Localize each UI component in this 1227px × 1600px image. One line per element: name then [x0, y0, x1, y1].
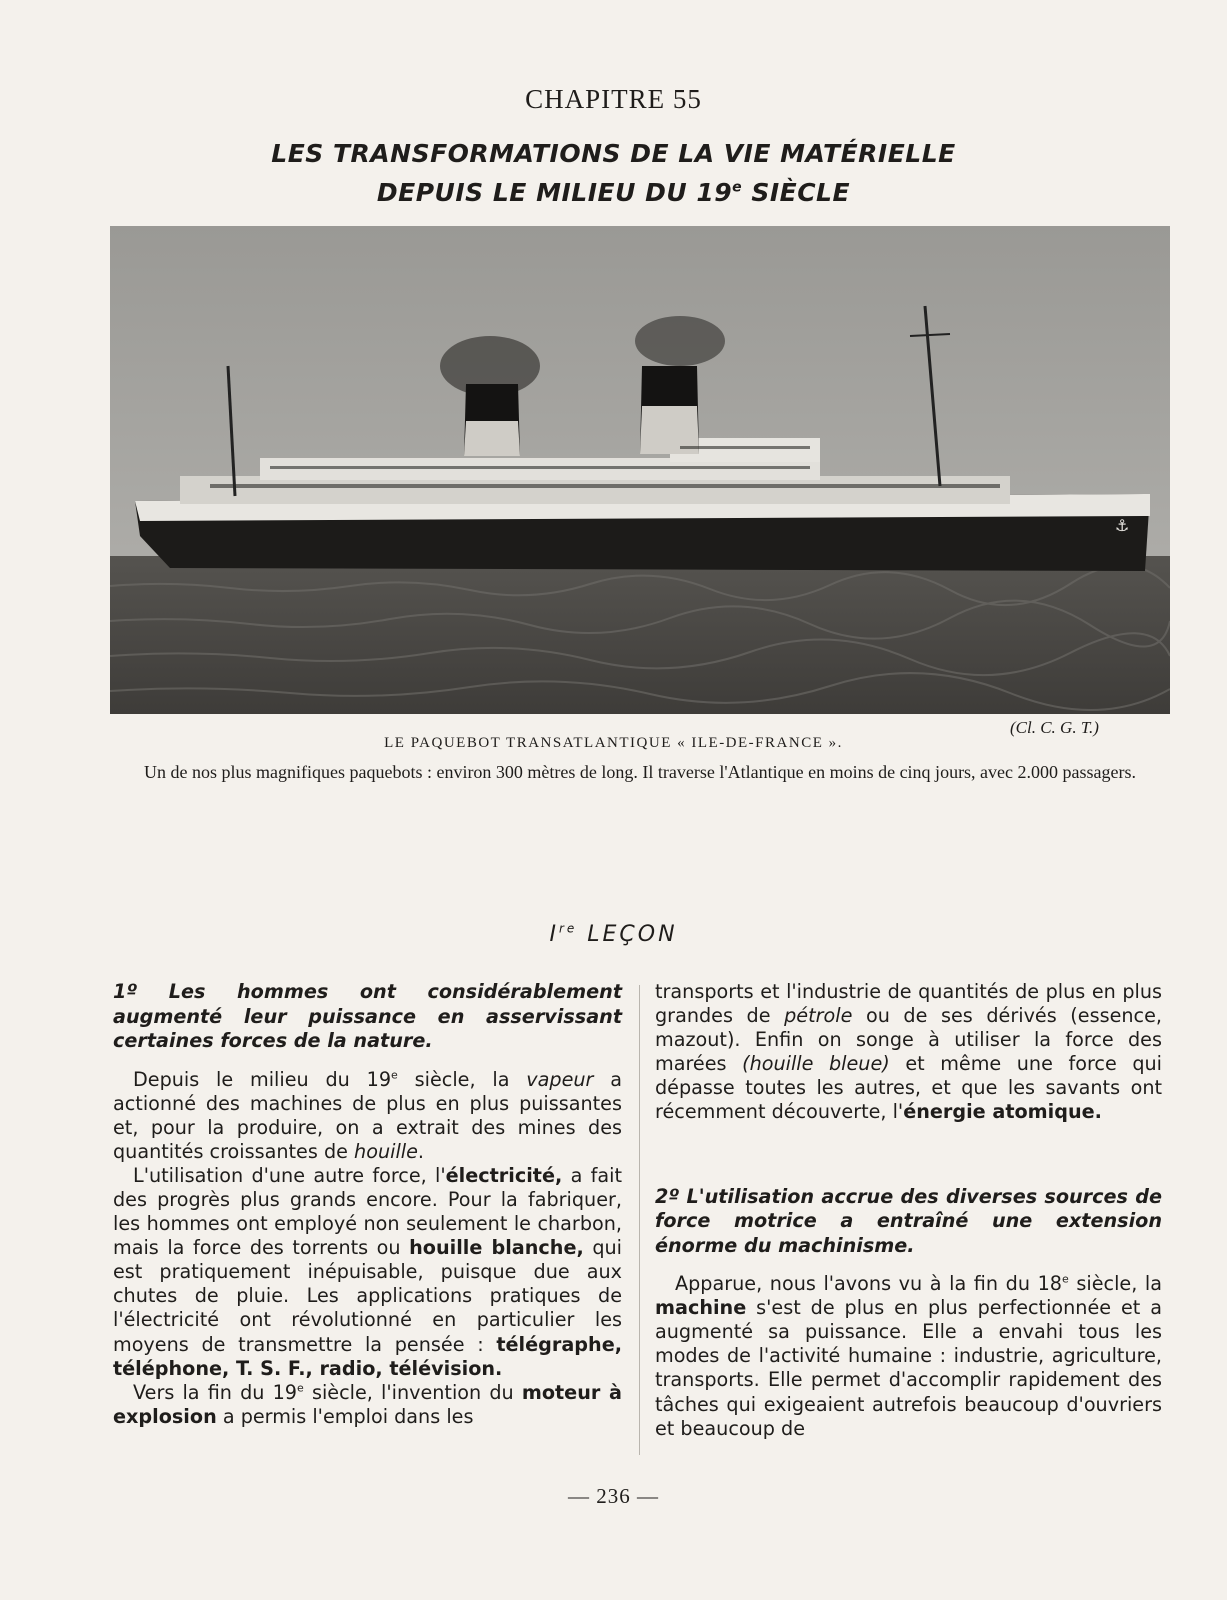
lesson-heading [0, 922, 1227, 947]
section-2-heading: 2º L'utilisation accrue des diverses sources de force motrice a entraîné une extension énorme du machinisme. [655, 1184, 1162, 1257]
superscript: e [297, 1381, 304, 1395]
page-number: — 236 — [568, 1484, 659, 1508]
chapter-number: CHAPITRE 55 [525, 84, 702, 114]
sea [110, 556, 1170, 714]
chapter-title [0, 134, 1227, 212]
text-run: a actionné des machines de plus en plus puissantes et, pour la produire, on a extrait des mines des quantités croissantes de [113, 1067, 623, 1163]
text-run: siècle, l'invention du [303, 1380, 522, 1404]
text-run: qui est pratiquement inépuisable, puisque due aux chutes de pluie. Les applications pratiques de l'électricité ont révolutionné en particulier les moyens de transmettre la pensée : [113, 1236, 622, 1356]
term-electricite: électricité, [445, 1163, 563, 1187]
paragraph-petroleum [655, 980, 1162, 1125]
ocean-liner-photo [110, 226, 1170, 714]
text-run: a permis l'emploi dans les [216, 1404, 474, 1428]
text-run: L'utilisation d'une autre force, l' [133, 1163, 446, 1187]
photo-caption-title: LE PAQUEBOT TRANSATLANTIQUE « ILE-DE-FRANCE ». [384, 735, 843, 751]
paragraph-electricity [113, 1164, 622, 1381]
term-houille-blanche: houille blanche, [409, 1236, 584, 1260]
section-1-heading: 1º Les hommes ont considérablement augmenté leur puissance en asservissant certaines forces de la nature. [113, 980, 622, 1052]
paragraph-machine [655, 1272, 1162, 1441]
chapter-title-line-1: LES TRANSFORMATIONS DE LA VIE MATÉRIELLE [271, 139, 956, 168]
paragraph-engine [113, 1381, 622, 1429]
term-vapeur: vapeur [526, 1067, 594, 1091]
text-run: s'est de plus en plus perfectionnée et a augmenté sa puissance. Elle a envahi tous les modes de l'activité humaine : industrie, agriculture, transports. Elle permet d'accomplir rapidement des tâches qui exigeaient autrefois beaucoup d'ouvriers et beaucoup de [655, 1296, 1162, 1440]
term-petrole: pétrole [784, 1004, 853, 1028]
term-communications-list: télégraphe, téléphone, T. S. F., radio, télévision. [113, 1332, 622, 1380]
photo-caption-text: Un de nos plus magnifiques paquebots : environ 300 mètres de long. Il traverse l'Atlantique en moins de cinq jours, avec 2.000 passagers. [143, 762, 1137, 782]
funnel-1-band [464, 421, 520, 456]
term-energie-atomique: énergie atomique. [903, 1100, 1102, 1124]
ocean-liner-illustration [110, 226, 1170, 714]
text-run: transports et l'industrie de quantités de plus en plus grandes de [655, 980, 1162, 1028]
superscript: e [391, 1068, 398, 1082]
text-run: . [417, 1139, 425, 1163]
text-run: siècle, la [1068, 1272, 1162, 1296]
chapter-title-superscript: e [732, 179, 743, 196]
superscript: e [1062, 1272, 1069, 1286]
chapter-title-line-2 [0, 173, 1227, 212]
lesson-number: I [549, 922, 559, 947]
chapter-title-line-2-text: DEPUIS LE MILIEU DU 19 [376, 178, 733, 207]
column-divider [639, 985, 640, 1455]
paragraph-steam [113, 1068, 622, 1164]
bow-emblem: ⚓ [1115, 516, 1130, 535]
term-machine: machine [655, 1296, 747, 1320]
text-run: Depuis le milieu du 19 [133, 1067, 392, 1091]
text-run: ou de ses dérivés (essence, mazout). Enfin on songe à utiliser la force des marées [655, 1004, 1162, 1076]
text-run: siècle, la [397, 1067, 527, 1091]
right-column [655, 980, 1162, 1441]
text-run: et même une force qui dépasse toutes les autres, et que les savants ont récemment découverte, l' [655, 1052, 1162, 1124]
text-run: Apparue, nous l'avons vu à la fin du 18 [675, 1272, 1063, 1296]
chapter-title-line-2-end: SIÈCLE [742, 178, 851, 207]
lesson-label: LEÇON [577, 922, 678, 947]
lesson-superscript: re [558, 921, 578, 936]
text-run: a fait des progrès plus grands encore. Pour la fabriquer, les hommes ont employé non seulement le charbon, mais la force des torrents ou [113, 1163, 622, 1260]
text-run: Vers la fin du 19 [133, 1380, 298, 1404]
term-houille: houille [354, 1139, 418, 1163]
term-moteur-explosion: moteur à explosion [113, 1380, 622, 1428]
smoke-plume-2 [635, 316, 725, 366]
term-houille-bleue: (houille bleue) [742, 1052, 890, 1076]
left-column [113, 980, 622, 1429]
promenade-deck [180, 476, 1010, 504]
photo-credit: (Cl. C. G. T.) [1010, 718, 1099, 737]
